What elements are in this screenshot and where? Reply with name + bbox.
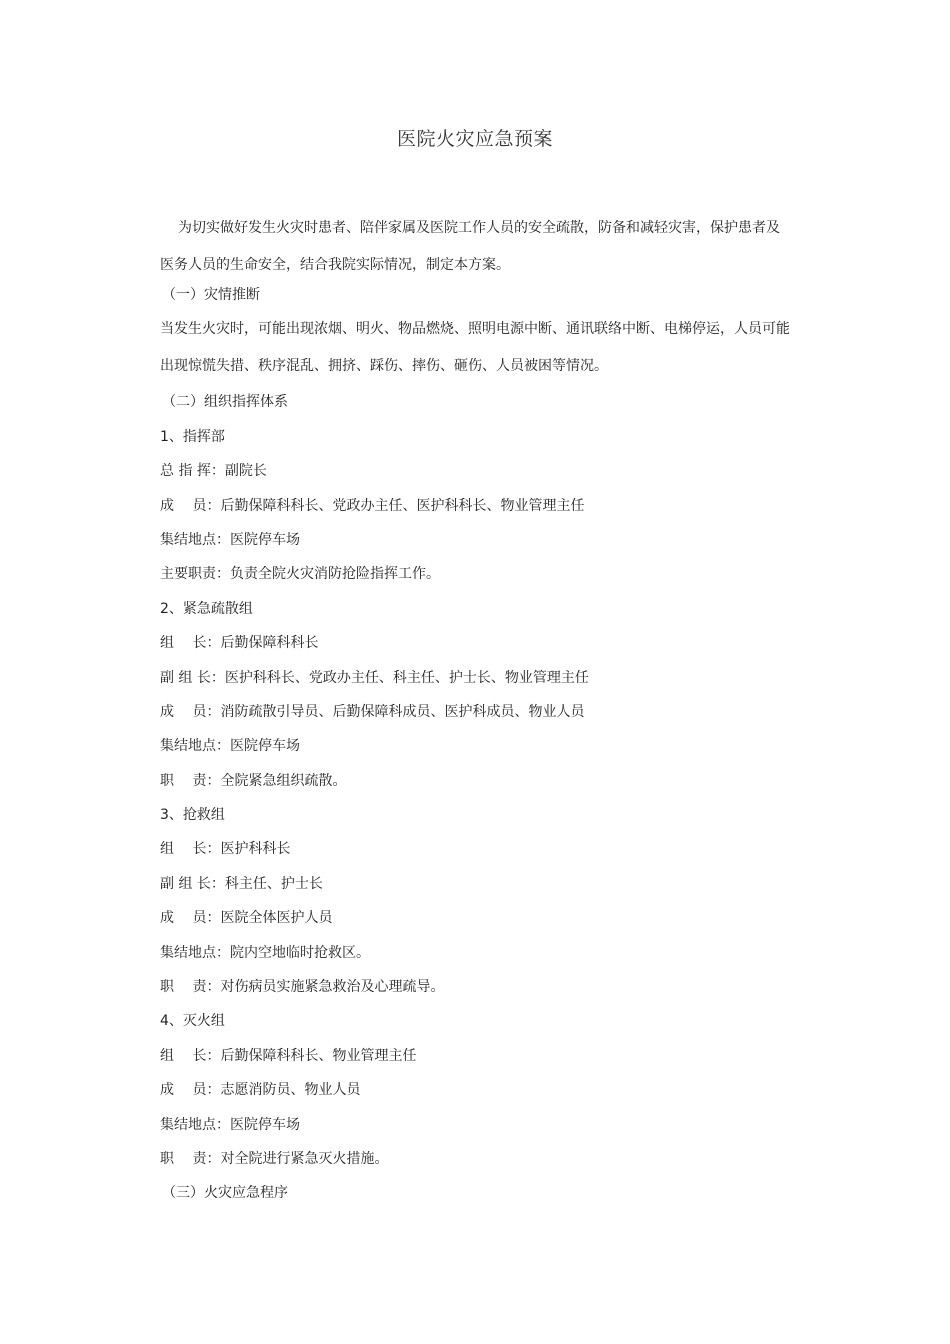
intro-paragraph: 为切实做好发生火灾时患者、陪伴家属及医院工作人员的安全疏散，防备和减轻灾害，保护患者及医务人员的生命安全，结合我院实际情况，制定本方案。 [160,220,780,273]
list-item: 组 长：后勤保障科科长、物业管理主任 [160,1047,417,1064]
section-paragraph: 当发生火灾时，可能出现浓烟、明火、物品燃烧、照明电源中断、通讯联络中断、电梯停运，人员可能出现惊慌失措、秩序混乱、拥挤、踩伤、摔伤、砸伤、人员被困等情况。 [160,321,790,375]
list-item: 组 长：医护科科长 [160,841,291,858]
list-item: 集结地点：医院停车场 [160,738,300,755]
list-item: 总 指 挥：副院长 [160,463,267,480]
document-title: 医院火灾应急预案 [396,128,553,150]
list-item: 副 组 长：科主任、护士长 [160,875,323,892]
list-item: 3、抢救组 [160,807,225,824]
list-item: 副 组 长：医护科科长、党政办主任、科主任、护士长、物业管理主任 [160,669,589,686]
list-item: 成 员：志愿消防员、物业人员 [160,1082,361,1099]
list-item: 4、灭火组 [160,1013,225,1030]
list-item: 组 长：后勤保障科科长 [160,635,319,652]
list-item: 成 员：后勤保障科科长、党政办主任、医护科科长、物业管理主任 [160,497,585,514]
list-item: 成 员：消防疏散引导员、后勤保障科成员、医护科成员、物业人员 [160,703,585,720]
list-item: 职 责：对伤病员实施紧急救治及心理疏导。 [160,979,445,996]
section-heading: （二）组织指挥体系 [162,394,288,411]
list-item: 主要职责：负责全院火灾消防抢险指挥工作。 [160,566,440,583]
list-item: 职 责：对全院进行紧急灭火措施。 [160,1150,389,1167]
list-item: 1、指挥部 [160,428,225,445]
list-item: 职 责：全院紧急组织疏散。 [160,772,347,789]
list-item: 集结地点：医院停车场 [160,1116,300,1133]
document-body [160,284,800,1217]
list-item: 集结地点：院内空地临时抢救区。 [160,944,370,961]
section-heading: （三）火灾应急程序 [162,1185,288,1202]
section-heading: （一）灾情推断 [162,287,260,303]
list-item: 成 员：医院全体医护人员 [160,910,333,927]
list-item: 2、紧急疏散组 [160,600,253,617]
list-item: 集结地点：医院停车场 [160,531,300,548]
